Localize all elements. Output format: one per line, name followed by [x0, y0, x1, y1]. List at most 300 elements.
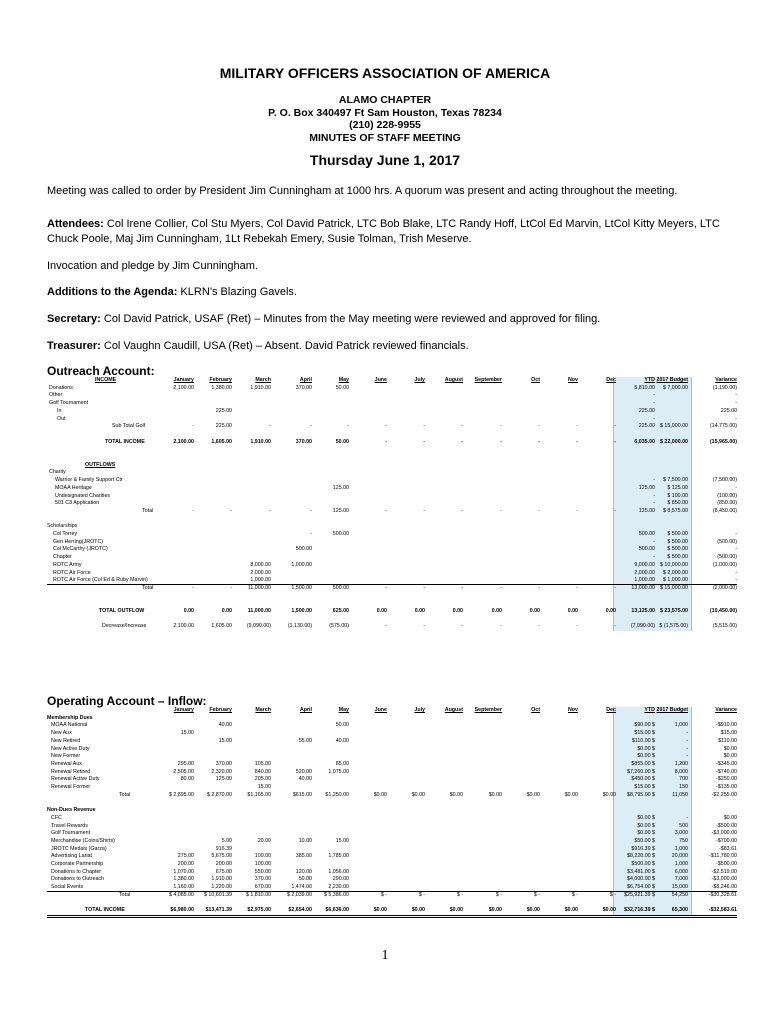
cell-jun: - — [385, 507, 387, 514]
cell-jun: $0.00 — [373, 791, 387, 798]
cell-budget: - — [686, 814, 688, 821]
cell-ytd: - — [653, 477, 655, 484]
cell-apr: 120.00 — [295, 868, 312, 875]
cell-variance: $0.00 — [723, 753, 737, 760]
cell-mar: 8,000.00 — [250, 561, 271, 568]
row-label: Golf Tournament — [51, 830, 91, 837]
cell-feb: 675.00 — [215, 868, 232, 875]
invocation: Invocation and pledge by Jim Cunningham. — [47, 260, 258, 272]
table-row — [47, 439, 737, 447]
attendees-paragraph — [47, 217, 737, 247]
table-row — [47, 792, 737, 800]
row-label: Social Events — [51, 884, 84, 891]
cell-variance: -$2,255.00 — [711, 791, 737, 798]
cell-jul: - — [423, 438, 425, 445]
cell-dec: - — [614, 438, 616, 445]
cell-variance: -$135.00 — [716, 784, 737, 790]
table-row — [47, 462, 737, 470]
cell-ytd: 6,035.00 — [634, 438, 655, 445]
secretary-text: Col David Patrick, USAF (Ret) – Minutes from the May meeting were reviewed and approved for filing. — [100, 313, 601, 325]
row-label: CFC — [51, 814, 62, 821]
cell-ytd: $0.00 $ — [637, 745, 655, 752]
row-label: ROTC Air Force — [53, 569, 91, 576]
cell-feb: - — [230, 507, 232, 514]
cell-jun: - — [385, 438, 387, 445]
table-row — [47, 738, 737, 746]
table-row — [47, 784, 737, 792]
cell-oct: - — [538, 438, 540, 445]
cell-jul: - — [423, 584, 425, 591]
cell-ytd: 125.00 — [638, 484, 655, 491]
row-label: Warrior & Family Support Ctr — [55, 477, 123, 484]
row-label: INCOME — [95, 377, 117, 383]
cell-feb: 1,605.00 — [211, 438, 232, 445]
row-label: Gen Herring(JROTC) — [53, 538, 104, 545]
cell-variance: (5,515.00) — [712, 623, 737, 630]
cell-budget: $ 10,000.00 — [660, 561, 688, 568]
cell-feb: 1,605.00 — [211, 623, 232, 630]
cell-ytd: $0.00 $ — [637, 830, 655, 837]
table-row — [47, 730, 737, 738]
treasurer-paragraph — [47, 339, 737, 354]
cell-variance: - — [735, 484, 737, 491]
cell-mar: 15.00 — [257, 784, 271, 790]
cell-apr: 385.00 — [295, 853, 312, 860]
cell-apr: $615.00 — [292, 791, 312, 798]
cell-variance: (100.00) — [717, 492, 737, 499]
cell-mar: March — [255, 377, 271, 383]
row-label: Golf Tournament — [49, 400, 89, 407]
call-to-order: Meeting was called to order by President Jim Cunningham at 1000 hrs. A quorum was present and acting throughout the meeting. — [47, 185, 678, 197]
cell-mar: 1,910.00 — [250, 438, 271, 445]
cell-ytd: 225.00 — [638, 407, 655, 414]
cell-variance: Variance — [715, 707, 737, 713]
cell-mar: $ 1,810.00 — [245, 891, 271, 898]
row-label: JROTC Medals (Garza) — [51, 845, 107, 852]
meeting-date: Thursday June 1, 2017 — [309, 152, 461, 168]
cell-mar: 2,000.00 — [250, 569, 271, 576]
cell-budget: $ 15,000.00 — [660, 423, 688, 430]
cell-may: 50.00 — [335, 438, 349, 445]
cell-variance: - — [735, 392, 737, 399]
cell-budget: 8,000 — [674, 768, 688, 775]
cell-ytd: YTD — [644, 377, 655, 383]
cell-jul: - — [423, 623, 425, 630]
cell-jan: January — [173, 377, 194, 383]
cell-nov: Nov — [567, 377, 578, 383]
cell-jul: $0.00 — [411, 791, 425, 798]
cell-aug: - — [461, 623, 463, 630]
cell-apr: 1,500.00 — [291, 584, 312, 591]
cell-budget: $ 500.00 — [667, 531, 688, 537]
cell-jan: $ 4,085.00 — [168, 891, 194, 898]
cell-variance: (500.00) — [717, 538, 737, 545]
row-label: Renewal Retired — [51, 768, 91, 775]
table-row — [47, 608, 737, 616]
cell-aug: - — [461, 507, 463, 514]
row-label: Col Torrey — [53, 531, 78, 537]
cell-sep: $0.00 — [488, 907, 502, 914]
row-label: New Aux — [51, 730, 72, 737]
cell-jan: 1,380.00 — [173, 876, 194, 883]
row-label: Sub Total Golf — [112, 423, 146, 430]
table-row — [47, 830, 737, 838]
cell-ytd: - — [653, 500, 655, 507]
cell-aug: $0.00 — [449, 791, 463, 798]
cell-feb: - — [230, 584, 232, 591]
cell-jul: $0.00 — [411, 907, 425, 914]
cell-jun: $ - — [380, 891, 387, 898]
cell-dec: - — [614, 423, 616, 430]
cell-sep: - — [500, 423, 502, 430]
cell-budget: 15,000 — [671, 884, 688, 891]
row-label: Non-Dues Revenue — [47, 807, 96, 814]
cell-apr: - — [310, 423, 312, 430]
cell-variance: -$32,583.61 — [708, 907, 737, 914]
table-row — [47, 408, 737, 416]
total-rule — [47, 891, 737, 892]
cell-apr: 370.00 — [295, 384, 312, 391]
cell-budget: 54,250 — [671, 891, 688, 898]
cell-oct: - — [538, 507, 540, 514]
cell-budget: - — [686, 745, 688, 752]
cell-budget: 1,200 — [674, 760, 688, 767]
table-row — [47, 715, 737, 723]
table-row — [47, 776, 737, 784]
row-label: Renewal Aux — [51, 760, 82, 767]
row-label: Out — [57, 415, 66, 422]
table-row — [47, 485, 737, 493]
cell-ytd: $15.00 $ — [634, 730, 655, 737]
cell-ytd: $6,754.00 $ — [627, 884, 655, 891]
chapter-phone: (210) 228-9955 — [349, 119, 421, 131]
cell-may: 1,075.00 — [328, 768, 349, 775]
cell-jan: 295.00 — [177, 760, 194, 767]
cell-ytd: 1,000.00 — [634, 577, 655, 584]
cell-ytd: $50.00 $ — [634, 837, 655, 844]
cell-mar: - — [269, 507, 271, 514]
table-row — [47, 377, 737, 385]
cell-dec: Dec — [606, 377, 616, 383]
cell-apr: 1,000.00 — [291, 561, 312, 568]
cell-variance: (1,190.00) — [712, 384, 737, 391]
cell-jun: - — [385, 623, 387, 630]
cell-feb: 1,220.00 — [211, 884, 232, 891]
cell-feb: 1,380.00 — [211, 384, 232, 391]
cell-variance: -$11,780.00 — [709, 853, 737, 860]
cell-may: 15.00 — [335, 837, 349, 844]
cell-dec: - — [614, 507, 616, 514]
cell-apr: 40.00 — [298, 776, 312, 783]
cell-variance: -$500.00 — [716, 822, 737, 829]
cell-ytd: 225.00 — [638, 423, 655, 430]
cell-oct: Oct — [531, 707, 540, 713]
table-row — [47, 392, 737, 400]
additions-paragraph — [47, 285, 737, 300]
cell-budget: 6,000 — [674, 868, 688, 875]
cell-ytd: - — [653, 400, 655, 407]
cell-mar: 205.00 — [254, 776, 271, 783]
cell-variance: (2,000.00) — [712, 584, 737, 591]
cell-oct: 0.00 — [529, 608, 540, 614]
cell-ytd: 13,000.00 — [631, 584, 655, 591]
cell-jan: 2,100.00 — [173, 623, 194, 630]
cell-jan: - — [192, 584, 194, 591]
row-label: TOTAL INCOME — [105, 438, 145, 445]
cell-ytd: $855.00 $ — [631, 760, 655, 767]
table-row — [47, 554, 737, 562]
cell-budget: $ 23,575.00 — [660, 608, 688, 614]
row-label: Donations — [49, 384, 73, 391]
cell-mar: $2,975.00 — [247, 907, 271, 914]
cell-budget: 11,050 — [672, 791, 688, 798]
outreach-spreadsheet — [47, 377, 737, 659]
row-label: MOAA National — [51, 722, 88, 729]
cell-variance: (7,500.00) — [712, 477, 737, 484]
cell-jan: - — [192, 507, 194, 514]
cell-jul: - — [423, 507, 425, 514]
additions-text: KLRN’s Blazing Gavels. — [177, 286, 297, 298]
row-label: Renewal Former — [51, 784, 91, 790]
cell-apr: 520.00 — [295, 768, 312, 775]
cell-budget: $ 22,000.00 — [660, 438, 688, 445]
cell-variance: (1,000.00) — [712, 561, 737, 568]
cell-budget: $ 7,000.00 — [662, 384, 688, 391]
cell-nov: 0.00 — [567, 608, 578, 614]
cell-apr: $2,654.00 — [288, 907, 312, 914]
cell-apr: April — [299, 377, 312, 383]
table-row — [47, 539, 737, 547]
table-row — [47, 508, 737, 516]
table-row — [47, 753, 737, 761]
cell-jan: January — [173, 707, 194, 713]
cell-variance: -$500.00 — [716, 861, 737, 867]
cell-variance: -$910.00 — [716, 722, 737, 729]
row-label: Charity — [49, 469, 66, 476]
cell-variance: -$30,328.61 — [708, 891, 737, 898]
cell-variance: $110.00 — [718, 737, 737, 744]
cell-jul: - — [423, 423, 425, 430]
cell-dec: - — [614, 623, 616, 630]
cell-jan: $6,980.00 — [170, 907, 194, 914]
cell-variance: Variance — [715, 377, 737, 383]
cell-ytd: - — [653, 492, 655, 499]
cell-ytd: 125.00 — [638, 507, 655, 514]
page-number: 1 — [381, 948, 389, 963]
secretary-paragraph — [47, 312, 737, 327]
table-row — [47, 477, 737, 485]
cell-ytd: 500.00 — [638, 546, 655, 553]
cell-ytd: $3,481.00 $ — [627, 868, 655, 875]
cell-ytd: - — [653, 415, 655, 422]
table-row — [47, 400, 737, 408]
cell-may: 40.00 — [335, 737, 349, 744]
cell-sep: - — [500, 584, 502, 591]
cell-ytd: - — [653, 554, 655, 561]
cell-may: May — [338, 377, 349, 383]
row-label: MOAA Heritage — [55, 484, 92, 491]
table-row — [47, 907, 737, 915]
cell-feb: 200.00 — [215, 861, 232, 867]
cell-ytd: $916.39 $ — [631, 845, 655, 852]
cell-ytd: $15.00 $ — [634, 784, 655, 790]
cell-jan: 1,070.00 — [173, 868, 194, 875]
cell-budget: $ (1,575.00) — [659, 623, 688, 630]
cell-sep: $0.00 — [488, 791, 502, 798]
cell-feb: 2,320.00 — [211, 768, 232, 775]
cell-may: $ 5,386.00 — [323, 891, 349, 898]
cell-budget: 2017 Budget — [656, 707, 688, 713]
row-label: Undesignated Charities — [55, 492, 111, 499]
doc-title: MILITARY OFFICERS ASSOCIATION OF AMERICA — [219, 65, 551, 81]
cell-ytd: $7,260.00 $ — [627, 768, 655, 775]
cell-variance: $0.00 — [723, 814, 737, 821]
cell-may: $1,250.00 — [325, 791, 349, 798]
cell-aug: - — [461, 584, 463, 591]
cell-jan: 1,160.00 — [173, 884, 194, 891]
cell-jun: June — [374, 707, 387, 713]
cell-apr: 370.00 — [295, 438, 312, 445]
cell-sep: - — [500, 507, 502, 514]
cell-mar: 550.00 — [254, 868, 271, 875]
cell-may: $6,636.00 — [325, 907, 349, 914]
row-label: New Retired — [51, 737, 81, 744]
cell-ytd: - — [653, 392, 655, 399]
row-label: In — [57, 407, 62, 414]
cell-dec: $0.00 — [602, 791, 616, 798]
cell-budget: 150 — [679, 784, 688, 790]
row-label: ROTC Army — [53, 561, 82, 568]
row-label: 501 C3 Application — [55, 500, 100, 507]
row-label: TOTAL INCOME — [85, 907, 125, 914]
cell-variance: -$250.00 — [716, 776, 737, 783]
row-label: Total — [119, 791, 131, 798]
cell-variance: (14,775.00) — [709, 423, 737, 430]
cell-budget: 2017 Budget — [656, 377, 688, 383]
cell-may: - — [347, 423, 349, 430]
cell-budget: 700 — [679, 776, 688, 783]
cell-apr: April — [299, 707, 312, 713]
table-row — [47, 746, 737, 754]
row-label: OUTFLOWS — [85, 461, 116, 468]
cell-feb: 15.00 — [218, 737, 232, 744]
cell-jan: 2,100.00 — [173, 438, 194, 445]
cell-apr: 1,474.00 — [291, 884, 312, 891]
cell-oct: $0.00 — [526, 791, 540, 798]
cell-feb: 225.00 — [215, 423, 232, 430]
cell-nov: Nov — [567, 707, 578, 713]
cell-feb: February — [209, 377, 232, 383]
table-row — [47, 523, 737, 531]
cell-mar: 840.00 — [254, 768, 271, 775]
cell-jun: - — [385, 584, 387, 591]
cell-feb: 0.00 — [221, 608, 232, 614]
cell-oct: $ - — [533, 891, 540, 898]
cell-budget: 1,000 — [674, 722, 688, 729]
cell-variance: - — [735, 531, 737, 537]
cell-jan: $ 2,895.00 — [168, 791, 194, 798]
cell-mar: (9,090.00) — [246, 623, 271, 630]
cell-budget: 3,000 — [674, 830, 688, 837]
cell-aug: August — [444, 707, 463, 713]
cell-nov: $0.00 — [564, 907, 578, 914]
cell-feb: 1,910.00 — [211, 876, 232, 883]
cell-ytd: 2,000.00 — [634, 569, 655, 576]
cell-variance: (10,450.00) — [709, 608, 737, 614]
cell-may: May — [338, 707, 349, 713]
cell-variance: (15,965.00) — [709, 438, 737, 445]
cell-apr: - — [310, 507, 312, 514]
table-row — [47, 562, 737, 570]
cell-may: 50.00 — [335, 722, 349, 729]
double-rule — [47, 915, 737, 918]
cell-mar: 370.00 — [254, 876, 271, 883]
cell-mar: 670.00 — [254, 884, 271, 891]
cell-ytd: $0.00 $ — [637, 814, 655, 821]
cell-mar: 1,910.00 — [250, 384, 271, 391]
cell-ytd: 500.00 — [638, 531, 655, 537]
cell-aug: August — [444, 377, 463, 383]
cell-sep: $ - — [495, 891, 502, 898]
cell-nov: $ - — [571, 891, 578, 898]
cell-jun: June — [374, 377, 387, 383]
cell-ytd: 5,810.00 — [634, 384, 655, 391]
cell-feb: 370.00 — [215, 760, 232, 767]
cell-nov: - — [576, 584, 578, 591]
cell-feb: 5,675.00 — [211, 853, 232, 860]
cell-dec: $0.00 — [602, 907, 616, 914]
row-label: Other — [49, 392, 63, 399]
cell-budget: 20,000 — [671, 853, 688, 860]
cell-mar: - — [269, 423, 271, 430]
cell-variance: 225.00 — [720, 407, 737, 414]
additions-label: Additions to the Agenda: — [47, 286, 178, 298]
cell-oct: Oct — [531, 377, 540, 383]
cell-budget: $ 500.00 — [667, 554, 688, 561]
cell-oct: - — [538, 623, 540, 630]
cell-budget: 65,300 — [671, 907, 688, 914]
cell-sep: - — [500, 438, 502, 445]
cell-ytd: $110.00 $ — [631, 737, 655, 744]
row-label: Advertising Lariat — [51, 853, 92, 860]
cell-mar: 100.00 — [254, 853, 271, 860]
cell-apr: 55.00 — [298, 737, 312, 744]
row-label: Decrease/Increase — [102, 623, 147, 630]
cell-jul: July — [414, 377, 425, 383]
cell-jan: 0.00 — [183, 608, 194, 614]
cell-ytd: - — [653, 538, 655, 545]
cell-mar: March — [255, 707, 271, 713]
table-row — [47, 546, 737, 554]
cell-variance: - — [735, 400, 737, 407]
table-row — [47, 585, 737, 593]
cell-jun: $0.00 — [373, 907, 387, 914]
cell-jan: 2,100.00 — [173, 384, 194, 391]
cell-may: 500.00 — [332, 531, 349, 537]
table-row — [47, 385, 737, 393]
cell-ytd: $32,716.39 $ — [624, 907, 655, 914]
cell-jan: 80.00 — [180, 776, 194, 783]
cell-jun: 0.00 — [376, 608, 387, 614]
cell-variance: -$2,519.00 — [711, 868, 737, 875]
cell-budget: $ 7,500.00 — [662, 477, 688, 484]
cell-variance: -$345.00 — [716, 760, 737, 767]
cell-jan: 2,505.00 — [173, 768, 194, 775]
cell-aug: $0.00 — [449, 907, 463, 914]
row-label: Donations to Chapter — [51, 868, 102, 875]
cell-budget: 750 — [679, 837, 688, 844]
table-row — [47, 838, 737, 846]
